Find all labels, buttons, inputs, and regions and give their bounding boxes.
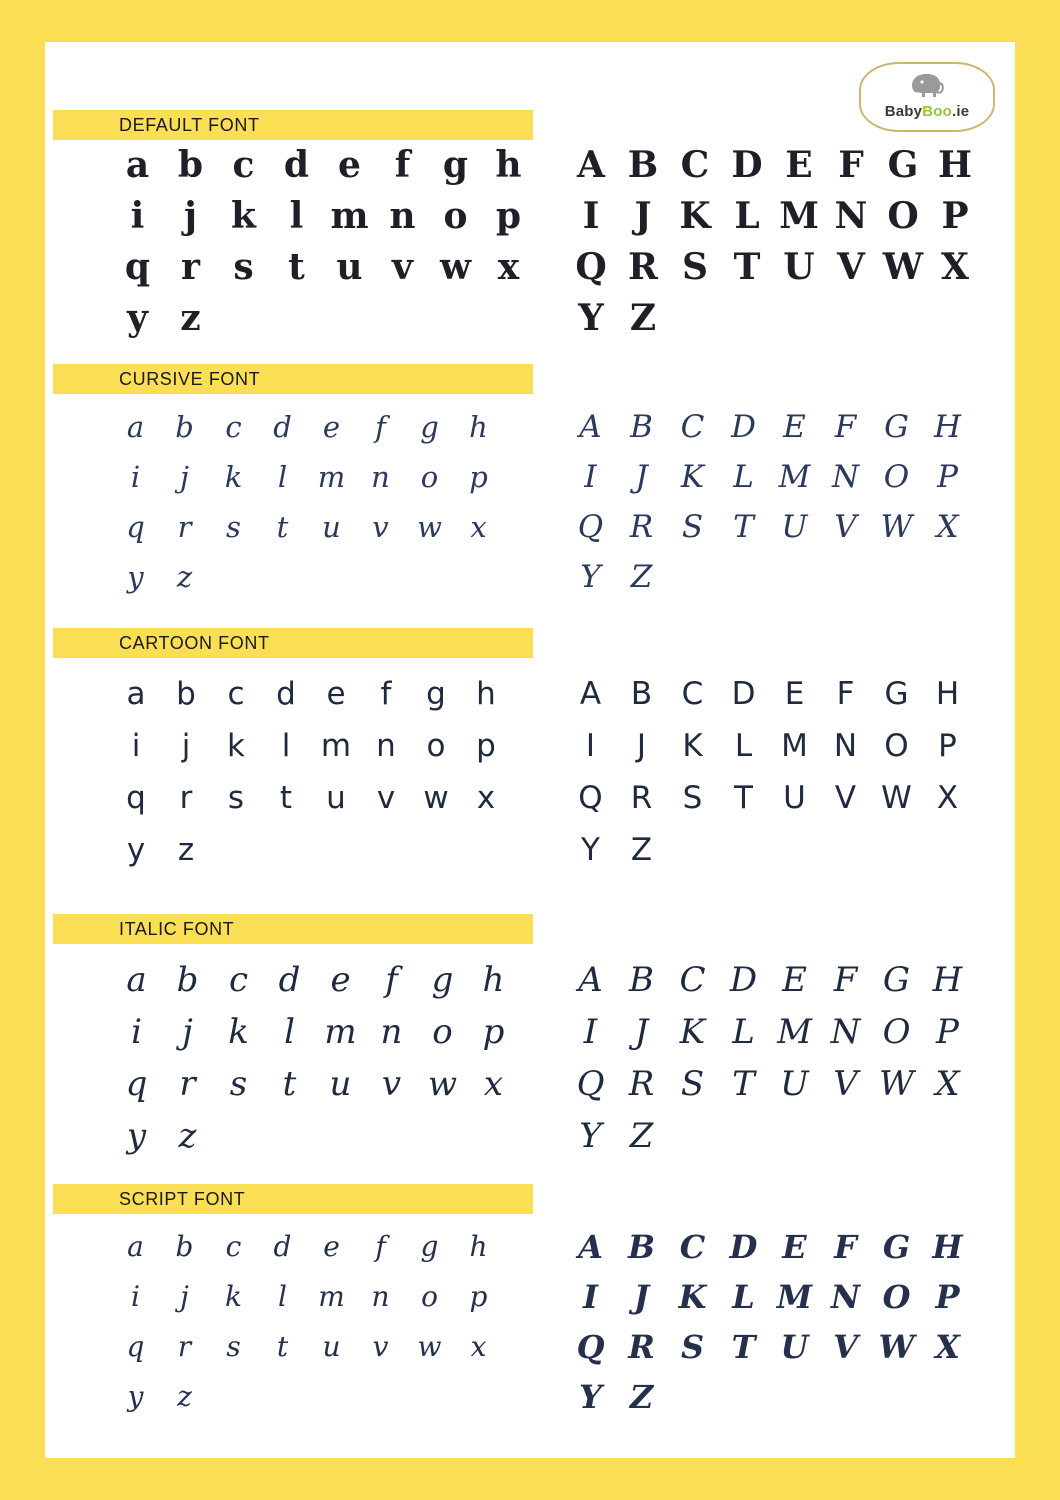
section-banner-script <box>53 1184 533 1214</box>
letter-row: a b c d e f g h <box>125 144 522 186</box>
letter-row: I J K L M N O P <box>583 1012 959 1052</box>
letter-row: a b c d e f g h <box>126 676 496 712</box>
letter-row: Q R S T U V W X <box>578 780 959 816</box>
letter-row: Y Z <box>579 1378 654 1416</box>
letter-row: i j k l m n o p <box>130 460 488 494</box>
letter-row: Q R S T U V W X <box>575 246 969 288</box>
font-sample-sheet <box>45 42 1015 1458</box>
letter-row: q r s t u v w x <box>126 510 487 544</box>
section-banner-cursive <box>53 364 533 394</box>
letter-row: i j k l m n o p <box>130 195 522 237</box>
letter-row: y z <box>126 832 195 868</box>
letter-row: Y Z <box>580 559 653 595</box>
letter-row: Y Z <box>579 1116 654 1156</box>
section-italic-font <box>45 914 1015 1164</box>
logo-text-baby: Baby <box>884 103 923 120</box>
uppercase-column-cartoon <box>565 668 985 876</box>
letter-row: I J K L M N O P <box>583 1278 960 1316</box>
letter-row: q r s t u v w x <box>126 1330 487 1363</box>
elephant-icon <box>907 70 947 100</box>
lowercase-column-cursive <box>111 402 541 602</box>
letter-row: I J K L M N O P <box>582 195 969 237</box>
section-default-font <box>45 110 1015 360</box>
letter-row: y z <box>127 297 201 339</box>
letter-row: I J K L M N O P <box>584 459 958 495</box>
section-cartoon-font <box>45 628 1015 878</box>
letter-row: A B C D E F G H <box>579 676 960 712</box>
letter-row: Y Z <box>581 832 653 868</box>
letter-row: i j k l m n o p <box>131 1012 505 1052</box>
section-label-cartoon: CARTOON FONT <box>119 632 270 653</box>
lowercase-column-cartoon <box>111 668 541 876</box>
section-banner-cartoon <box>53 628 533 658</box>
letter-row: y z <box>126 1116 197 1156</box>
letter-row: y z <box>127 1380 192 1413</box>
letter-row: q r s t u v w x <box>126 780 496 816</box>
letter-row: i j k l m n o p <box>131 728 496 764</box>
uppercase-column-script <box>565 1222 985 1422</box>
uppercase-column-cursive <box>565 402 985 602</box>
lowercase-column-default <box>111 140 541 344</box>
letter-row: a b c d e f g h <box>127 1230 488 1263</box>
letter-row: A B C D E F G H <box>577 144 972 186</box>
section-cursive-font <box>45 364 1015 614</box>
section-banner-default <box>53 110 533 140</box>
letter-row: a b c d e f g h <box>126 410 488 444</box>
section-banner-italic <box>53 914 533 944</box>
letter-row: Y Z <box>578 297 657 339</box>
letter-row: q r s t u v w x <box>124 246 520 288</box>
logo-text-boo: Boo <box>922 103 952 120</box>
section-label-italic: ITALIC FONT <box>119 918 235 939</box>
lowercase-column-italic <box>111 954 541 1162</box>
section-label-cursive: CURSIVE FONT <box>119 368 261 389</box>
letter-row: Q R S T U V W X <box>576 1064 960 1104</box>
letter-row: A B C D E F G H <box>578 1228 963 1266</box>
letter-row: A B C D E F G H <box>579 409 962 445</box>
letter-row: Q R S T U V W X <box>577 509 959 545</box>
uppercase-column-italic <box>565 954 985 1162</box>
lowercase-column-script <box>111 1222 541 1422</box>
letter-row: A B C D E F G H <box>578 960 963 1000</box>
logo-text-ie: .ie <box>951 103 970 120</box>
letter-row: a b c d e f g h <box>126 960 505 1000</box>
letter-row: y z <box>127 560 193 594</box>
letter-row: I J K L M N O P <box>585 728 957 764</box>
section-label-default: DEFAULT FONT <box>119 114 260 135</box>
letter-row: i j k l m n o p <box>131 1280 488 1313</box>
section-script-font <box>45 1184 1015 1434</box>
letter-row: q r s t u v w x <box>125 1064 504 1104</box>
uppercase-column-default <box>565 140 985 344</box>
letter-row: Q R S T U V W X <box>576 1328 960 1366</box>
section-label-script: SCRIPT FONT <box>119 1188 246 1209</box>
